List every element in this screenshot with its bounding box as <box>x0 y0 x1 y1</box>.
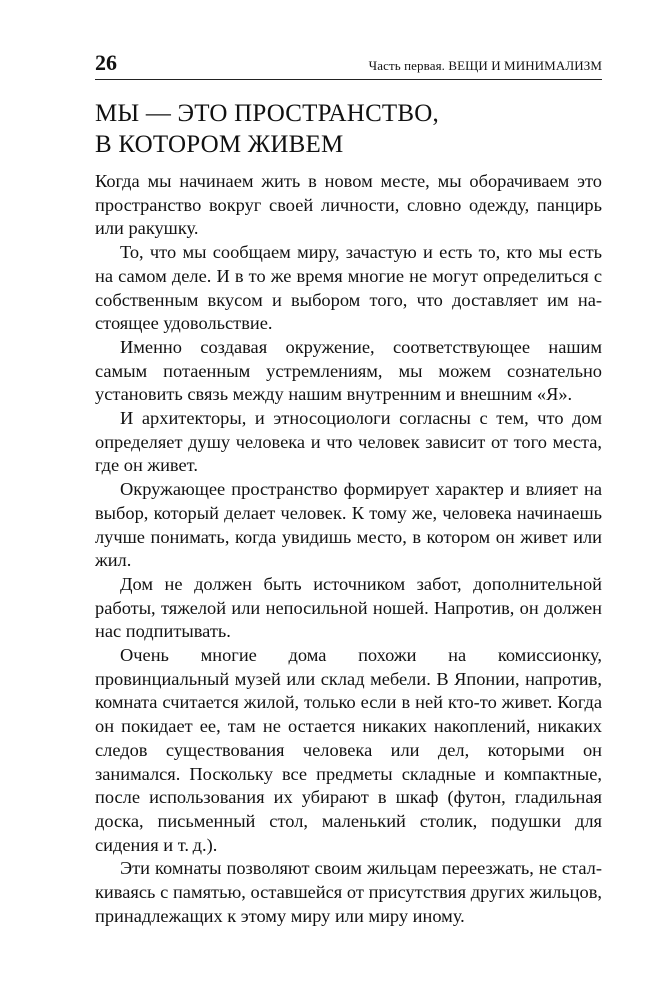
paragraph: То, что мы сообщаем миру, зачастую и есть то, кто мы есть на самом деле. И в то же время многие не могут определиться с собственным вкусом и выбором того, что доставляет им настоящее удовольствие. <box>95 242 602 334</box>
page-number: 26 <box>95 50 117 75</box>
running-section-title: Часть первая. ВЕЩИ И МИНИМАЛИЗМ <box>368 58 602 73</box>
paragraph: Окружающее пространство формирует характер и влияет на выбор, который делает человек. К тому же, человека начинаешь лучше понимать, когда увидишь место, в котором он живет или жил. <box>95 479 602 571</box>
paragraph: Очень многие дома похожи на комиссионку, провинциальный музей или склад мебели. В Японии, напротив, комната считается жилой, только если в ней кто-то живет. Когда он покидает ее, там не остается никаких накоплений, никаких следов существования человека или дел, которыми он занимался. Поскольку все предметы складные и компактные, после использования их убирают в шкаф (футон, гладильная доска, письменный стол, маленький столик, подушки для сидения и т. д.). <box>95 645 602 855</box>
paragraph: И архитекторы, и этносоциологи согласны с тем, что дом определяет душу человека и что человек зависит от того места, где он живет. <box>95 408 602 476</box>
running-head <box>95 50 602 80</box>
chapter-title-line-2: В КОТОРОМ ЖИВЕМ <box>95 131 344 158</box>
paragraph: Дом не должен быть источником забот, дополнительной работы, тяжелой или непосильной ношей. Напротив, он должен нас подпитывать. <box>95 573 602 642</box>
paragraph: Когда мы начинаем жить в новом месте, мы оборачиваем это пространство вокруг своей личности, словно одежду, панцирь или ракушку. <box>95 171 602 239</box>
paragraph: Именно создавая окружение, соответствующее нашим самым потаенным устремлениям, мы можем сознательно установить связь между нашим внутренним и внешним «Я». <box>95 336 602 405</box>
body-text <box>95 170 602 929</box>
paragraph: Эти комнаты позволяют своим жильцам переезжать, не сталкиваясь с памятью, оставшейся от присутствия других жильцов, принадлежащих к этому миру или миру иному. <box>95 858 602 926</box>
chapter-title <box>95 98 602 160</box>
header-divider <box>95 79 602 80</box>
chapter-title-line-1: МЫ — ЭТО ПРОСТРАНСТВО, <box>95 100 439 127</box>
